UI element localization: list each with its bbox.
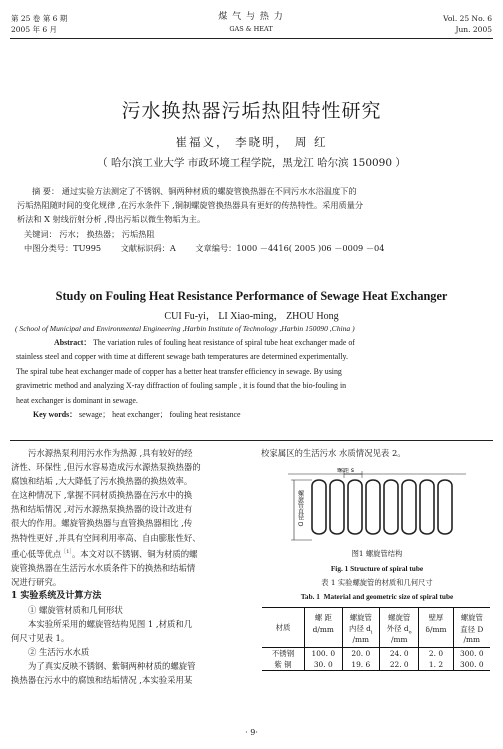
table-cell: 20. 0 [342, 648, 380, 660]
affiliation-en: ( School of Municipal and Environmental Engineering ,Harbin Institute of Technology ,Harbin 150090 ,China ) [15, 324, 355, 333]
body-line: 况进行研究。 [11, 576, 62, 587]
body-line: 旋管换热器在生活污水水质条件下的换热和结垢情 [11, 562, 196, 573]
citation-ref[interactable]: ［1］ [61, 548, 72, 555]
abstract-cn [17, 184, 489, 255]
figure-caption-cn: 图1 螺旋管结构 [351, 549, 403, 558]
header-coil: 螺旋管 [453, 608, 490, 624]
coil-loop [312, 480, 326, 534]
spiral-tube-figure [282, 468, 472, 546]
authors-en: CUI Fu-yi， LI Xiao-ming， ZHOU Hong [164, 311, 339, 322]
table-material-geometry [262, 607, 490, 671]
table-cell: 300. 0 [453, 648, 490, 660]
paper-title-cn: 污水换热器污垢热阻特性研究 [121, 100, 382, 122]
body-line: 换热器在污水中的腐蚀和结垢情况 ,本实验采用某 [11, 675, 193, 686]
body-line: 腐蚀和结垢 ,大大降低了污水换热器的换热效率。 [11, 476, 193, 487]
label-pitch: 螺距 s [337, 468, 355, 474]
table-cell: 30. 0 [305, 659, 343, 671]
table-cell: 100. 0 [305, 648, 343, 660]
table-caption-en [261, 592, 493, 601]
table-cell: 紫 铜 [274, 660, 292, 670]
table-title: Material and geometric size of spiral tube [323, 592, 454, 601]
coil-loop [420, 480, 434, 534]
body-line: 在这种情况下 ,掌握不同材质换热器在污水中的换 [11, 490, 193, 501]
body-line: 济性、环保性 ,但污水容易造成污水源热泵换热器的 [11, 462, 201, 473]
abstract-line: 析法和 X 射线衍射分析 ,得出污垢以微生物垢为主。 [17, 214, 206, 225]
body-line: 热和结垢情况 ,对污水源热泵换热器的设计改进有 [11, 504, 193, 515]
abstract-en-line: heat exchanger is dominant in sewage. [16, 395, 138, 405]
table-cell: 1. 2 [419, 659, 453, 671]
header-inner: 螺旋管 [342, 608, 380, 624]
subsection-heading: ① 螺旋管材质和几何形状 [28, 604, 123, 615]
body-line: 重心低等优点 [11, 548, 62, 559]
header-rule [10, 38, 493, 39]
table-cell: 24. 0 [380, 648, 419, 660]
coil-loop [330, 480, 344, 534]
header-outer-unit: /mm [380, 635, 419, 648]
abstract-line: 通过实验方法测定了不锈钢、铜两种材质的螺旋管换热器在不同污水水浴温度下的 [61, 186, 357, 196]
paper-title-en: Study on Fouling Heat Resistance Performance of Sewage Heat Exchanger [55, 289, 448, 303]
document-code: 文献标识码：A [120, 242, 176, 253]
header-pitch: 螺 距 [305, 608, 343, 624]
coil-loop [384, 480, 398, 534]
journal-name-cn: 煤 气 与 热 力 [218, 12, 284, 22]
abstract-divider [10, 440, 493, 441]
journal-date-en: Jun. 2005 [455, 25, 492, 34]
abstract-en-line: The spiral tube heat exchanger made of copper has a better heat transfer efficiency in sewage. By using [16, 366, 342, 376]
body-line: 为了真实反映不锈钢、紫铜两种材质的螺旋管 [28, 661, 196, 672]
journal-name-en: GAS & HEAT [229, 25, 273, 33]
body-line: 何尺寸见表 1。 [11, 633, 70, 644]
header-coil-2: 直径 D [453, 623, 490, 635]
classification-code: 中图分类号：TU995 [24, 242, 102, 253]
page-number: · 9· [245, 728, 258, 737]
journal-volume-en: Vol. 25 No. 6 [443, 14, 492, 23]
body-line: 本实验所采用的螺旋管结构见图 1 ,材质和几 [28, 618, 193, 629]
body-line: 校家属区的生活污水 水质情况见表 2。 [261, 448, 406, 458]
abstract-label-en: Abstract： [54, 338, 92, 347]
coil-loop [348, 480, 362, 534]
body-left-column [11, 446, 247, 687]
table-cell: 300. 0 [453, 659, 490, 671]
abstract-en-line: gravimetric method and analyzing X-ray diffraction of fouling sample , it is found that the bio-fouling in [16, 381, 347, 391]
keywords-label-en: Key words： [33, 410, 78, 420]
abstract-line: 污垢热阻随时间的变化规律 ,在污水条件下 ,铜制螺旋管换热器具有更好的传热特性。采用质量分 [17, 200, 364, 211]
abstract-en-line: The variation rules of fouling heat resistance of spiral tube heat exchanger made of [93, 338, 355, 347]
body-line: 热特性更好 ,并具有空间利用率高、自由膨胀性好、 [11, 532, 201, 543]
header-wall-unit: δ/mm [419, 623, 453, 635]
journal-volume: 第 25 卷 第 6 期 [11, 14, 68, 23]
journal-date: 2005 年 6 月 [11, 25, 58, 34]
affiliation-cn: （ 哈尔滨工业大学 市政环境工程学院，黑龙江 哈尔滨 150090 ） [97, 157, 406, 169]
subsection-heading: ② 生活污水水质 [28, 647, 90, 658]
table-cell: 22. 0 [380, 659, 419, 671]
table-cell: 不锈钢 [271, 649, 295, 659]
body-right-column [261, 446, 493, 460]
table-cell: 2. 0 [419, 648, 453, 660]
header-pitch-unit: d/mm [305, 623, 343, 635]
figure-caption-en: Fig. 1 Structure of spiral tube [330, 564, 424, 573]
table-cell: 19. 6 [342, 659, 380, 671]
body-line: 。本文对以不锈钢、铜为材质的螺 [71, 548, 198, 559]
header-coil-unit: /mm [453, 635, 490, 648]
abstract-en [16, 336, 488, 422]
body-line: 很大的作用。螺旋管换热器与直管换热器相比 ,传 [11, 518, 193, 529]
table-label: Tab. 1 [300, 592, 320, 601]
header-outer: 螺旋管 [380, 608, 419, 624]
abstract-en-line: stainless steel and copper with time at different sewage bath temperatures are determined experimentally. [16, 352, 348, 362]
label-coil-diameter: 螺旋管直径 D [296, 490, 304, 527]
section-heading-1: 1 实验系统及计算方法 [11, 590, 102, 601]
header-material: 材质 [275, 623, 291, 633]
header-inner-2: 内径 $d_i$ [342, 623, 380, 635]
header-outer-2: 外径 $d_o$ [380, 623, 419, 635]
authors-cn: 崔福义， 李晓明， 周 红 [175, 135, 328, 149]
coil-loop [438, 480, 452, 534]
keywords-cn: 关键词： 污水； 换热器； 污垢热阻 [24, 228, 155, 239]
keywords-en: sewage； heat exchanger； fouling heat resistance [79, 410, 241, 420]
abstract-label-cn: 摘 要： [32, 186, 60, 196]
header-wall: 壁厚 [419, 608, 453, 624]
article-number: 文章编号：1000 －4416( 2005 )06 －0009 －04 [195, 242, 385, 253]
coil-loop [366, 480, 380, 534]
body-line: 污水源热泵利用污水作为热源 ,具有较好的经 [28, 448, 193, 458]
table-caption-cn: 表 1 实验螺旋管的材质和几何尺寸 [321, 578, 433, 587]
header-inner-unit: /mm [342, 635, 380, 648]
coil-loop [402, 480, 416, 534]
